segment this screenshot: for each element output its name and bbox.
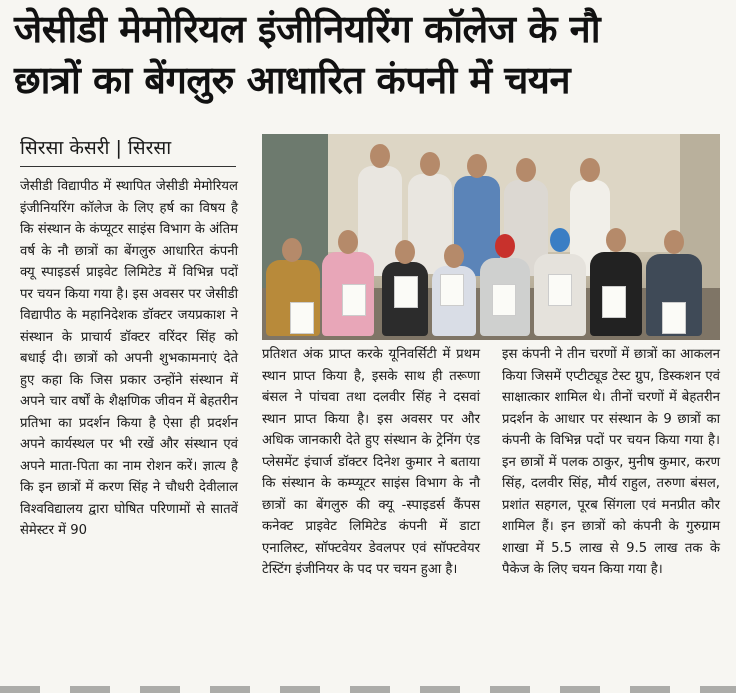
certificate xyxy=(440,274,464,306)
certificate xyxy=(602,286,626,318)
certificate xyxy=(394,276,418,308)
headline-line-2: छात्रों का बेंगलुरु आधारित कंपनी में चयन xyxy=(14,58,571,102)
person-head xyxy=(282,238,302,262)
byline xyxy=(20,134,236,167)
person-head xyxy=(370,144,390,168)
article-column-3 xyxy=(502,344,720,581)
article-column-2 xyxy=(262,344,480,581)
byline-source: सिरसा केसरी xyxy=(20,137,110,159)
person-head xyxy=(338,230,358,254)
article-column-1 xyxy=(20,176,238,542)
person-head xyxy=(420,152,440,176)
certificate xyxy=(290,302,314,334)
certificate xyxy=(548,274,572,306)
person-head xyxy=(444,244,464,268)
person-head xyxy=(580,158,600,182)
person-head xyxy=(516,158,536,182)
certificate xyxy=(662,302,686,334)
article-text-col1: जेसीडी विद्यापीठ में स्थापित जेसीडी मेमोरियल इंजीनियरिंग कॉलेज के लिए हर्ष का विषय है कि संस्थान के कंप्यूटर साइंस विभाग के अंतिम वर्ष के नौ छात्रों का बेंगलुरु आधारित कंपनी क्यू स्पाइडर्स प्राइवेट लिमिटेड में विभिन्न पदों पर चयन किया गया है। इस अवसर पर जेसीडी विद्यापीठ के महानिदेशक डॉक्टर जयप्रकाश ने संस्थान के प्राचार्य डॉक्टर वरिंदर सिंह को बधाई दी। छात्रों को अपनी शुभकामनाएं देते हुए कहा कि जिस प्रकार उन्होंने संस्थान में अपने चार वर्षों के शैक्षणिक जीवन में बेहतरीन प्रतिभा का प्रदर्शन किया है ऐसा ही प्रदर्शन अपने कार्यस्थल पर भी रखें और संस्थान एवं अपने माता-पिता का नाम रोशन करें। ज्ञात्य है कि इन छात्रों में करण सिंह ने चौधरी देवीलाल विश्वविद्यालय द्वारा घोषित परिणामों से सातवें सेमेस्टर में 90 xyxy=(20,179,238,538)
article-text-col3: इस कंपनी ने तीन चरणों में छात्रों का आकलन किया जिसमें एप्टीट्यूड टेस्ट ग्रुप, डिस्कशन एवं साक्षात्कार शामिल थे। तीनों चरणों में बेहतरीन प्रदर्शन के आधार पर संस्थान के 9 छात्रों का कंपनी के विभिन्न पदों पर चयन किया गया है। इन छात्रों में पलक ठाकुर, मुनीष कुमार, करण सिंह, दलवीर सिंह, मौर्य राहुल, तरुणा बंसल, प्रशांत सहगल, पूरब सिंगला एवं मनप्रीत कौर शामिल हैं। इन छात्रों को कंपनी के गुरुग्राम शाखा में 5.5 लाख से 9.5 लाख तक के पैकेज के लिए चयन किया गया है। xyxy=(502,347,720,577)
person-head xyxy=(467,154,487,178)
person-head xyxy=(606,228,626,252)
person-head xyxy=(664,230,684,254)
byline-location: सिरसा xyxy=(127,137,172,159)
headline-line-1: जेसीडी मेमोरियल इंजीनियरिंग कॉलेज के नौ xyxy=(14,7,601,51)
certificate xyxy=(492,284,516,316)
person-head xyxy=(395,240,415,264)
cutoff-text-strip xyxy=(0,686,736,693)
byline-separator: | xyxy=(115,137,122,159)
headline xyxy=(14,4,726,106)
group-photo xyxy=(262,134,720,340)
certificate xyxy=(342,284,366,316)
person-head xyxy=(495,234,515,258)
article-text-col2: प्रतिशत अंक प्राप्त करके यूनिवर्सिटी में प्रथम स्थान प्राप्त किया है, इसके साथ ही तरूणा बंसल ने पांचवा तथा दलवीर सिंह ने दसवां स्थान प्राप्त किया है। इस अवसर पर और अधिक जानकारी देते हुए संस्थान के ट्रेनिंग एंड प्लेसमेंट इंचार्ज डॉक्टर दिनेश कुमार ने बताया कि संस्थान के कम्प्यूटर साइंस विभाग के नौ छात्रों का बेंगलुरु की क्यू -स्पाइडर्स कैंपस कनेक्ट प्राइवेट लिमिटेड कंपनी में डाटा एनालिस्ट, सॉफ्टवेयर डेवलपर एवं सॉफ्टवेयर टेस्टिंग इंजीनियर के पद पर चयन हुआ है। xyxy=(262,347,480,577)
person-head xyxy=(550,228,570,252)
